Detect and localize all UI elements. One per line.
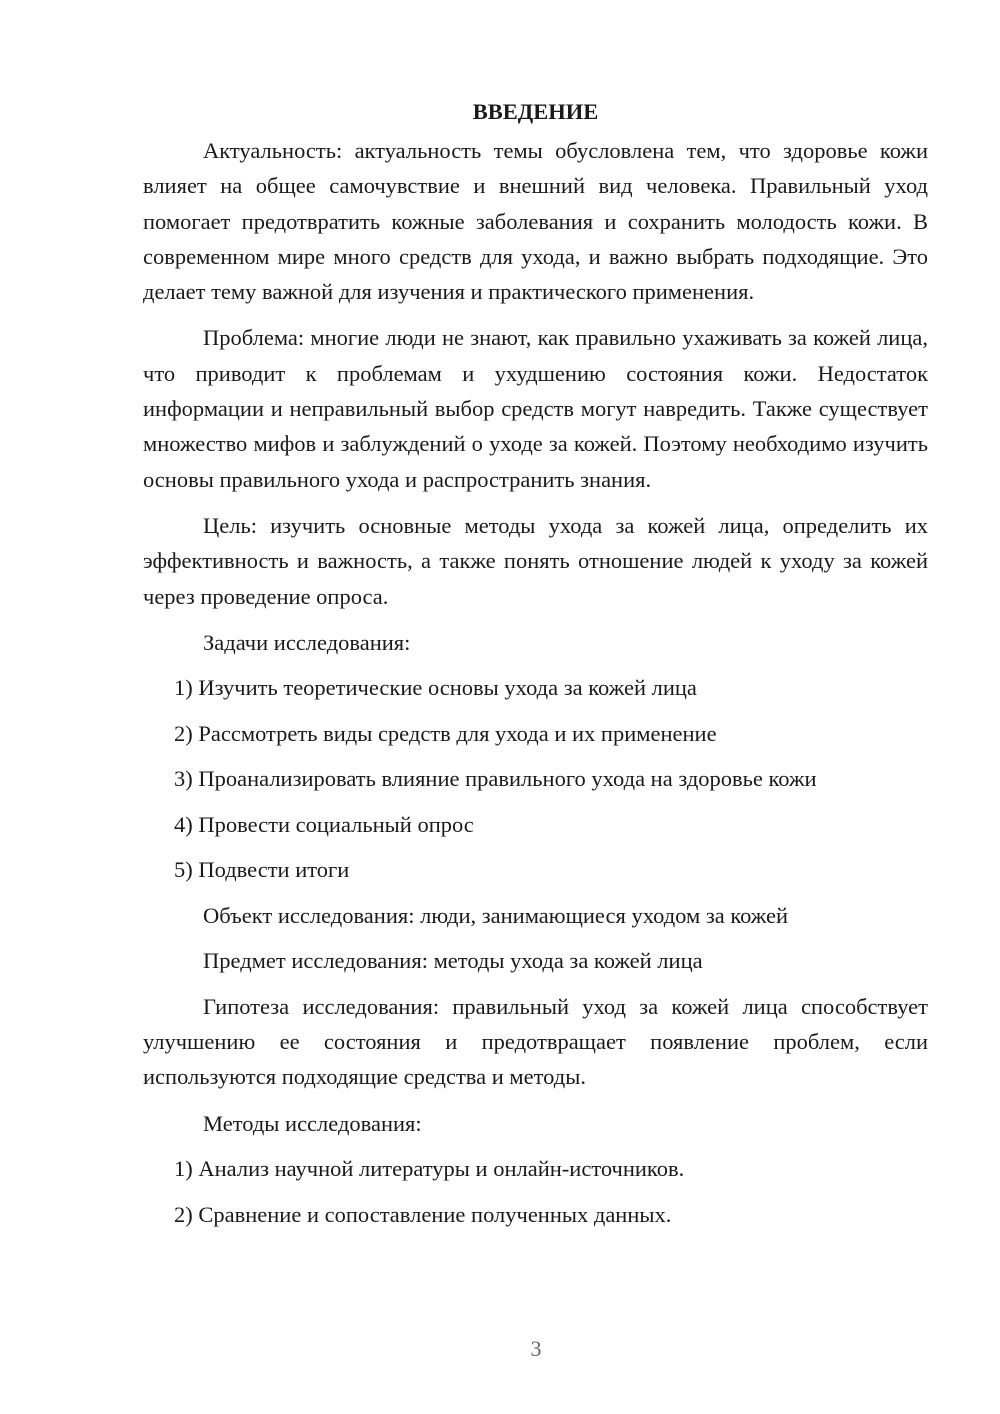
task-item-4: 4) Провести социальный опрос bbox=[174, 811, 474, 837]
research-object: Объект исследования: люди, занимающиеся уходом за кожей bbox=[203, 902, 789, 928]
tasks-title: Задачи исследования: bbox=[203, 629, 411, 655]
methods-title: Методы исследования: bbox=[203, 1110, 422, 1136]
method-item-2: 2) Сравнение и сопоставление полученных данных. bbox=[174, 1201, 672, 1227]
page-number: 3 bbox=[530, 1336, 542, 1361]
hypothesis-paragraph: Гипотеза исследования: правильный уход за кожей лица способствует улучшению ее состояния и предотвращает появление проблем, если используются подходящие средства и методы. bbox=[143, 993, 928, 1090]
task-item-1: 1) Изучить теоретические основы ухода за кожей лица bbox=[174, 675, 697, 701]
section-heading: ВВЕДЕНИЕ bbox=[472, 99, 599, 124]
task-item-2: 2) Рассмотреть виды средств для ухода и их применение bbox=[174, 720, 717, 746]
goal-paragraph: Цель: изучить основные методы ухода за кожей лица, определить их эффективность и важность, а также понять отношение людей к уходу за кожей через проведение опроса. bbox=[143, 512, 928, 609]
research-subject: Предмет исследования: методы ухода за кожей лица bbox=[203, 948, 703, 974]
problem-paragraph: Проблема: многие люди не знают, как правильно ухаживать за кожей лица, что приводит к проблемам и ухудшению состояния кожи. Недостаток информации и неправильный выбор средств могут навредить. Также существует множество мифов и заблуждений о уходе за кожей. Поэтому необходимо изучить основы правильного ухода и распространить знания. bbox=[143, 325, 928, 492]
relevance-paragraph: Актуальность: актуальность темы обусловлена тем, что здоровье кожи влияет на общее самочувствие и внешний вид человека. Правильный уход помогает предотвратить кожные заболевания и сохранить молодость кожи. В современном мире много средств для ухода, и важно выбрать подходящие. Это делает тему важной для изучения и практического применения. bbox=[143, 138, 928, 305]
method-item-1: 1) Анализ научной литературы и онлайн-источников. bbox=[174, 1156, 685, 1182]
task-item-5: 5) Подвести итоги bbox=[174, 857, 350, 883]
page-content bbox=[143, 94, 928, 1242]
task-item-3: 3) Проанализировать влияние правильного ухода на здоровье кожи bbox=[174, 766, 817, 792]
